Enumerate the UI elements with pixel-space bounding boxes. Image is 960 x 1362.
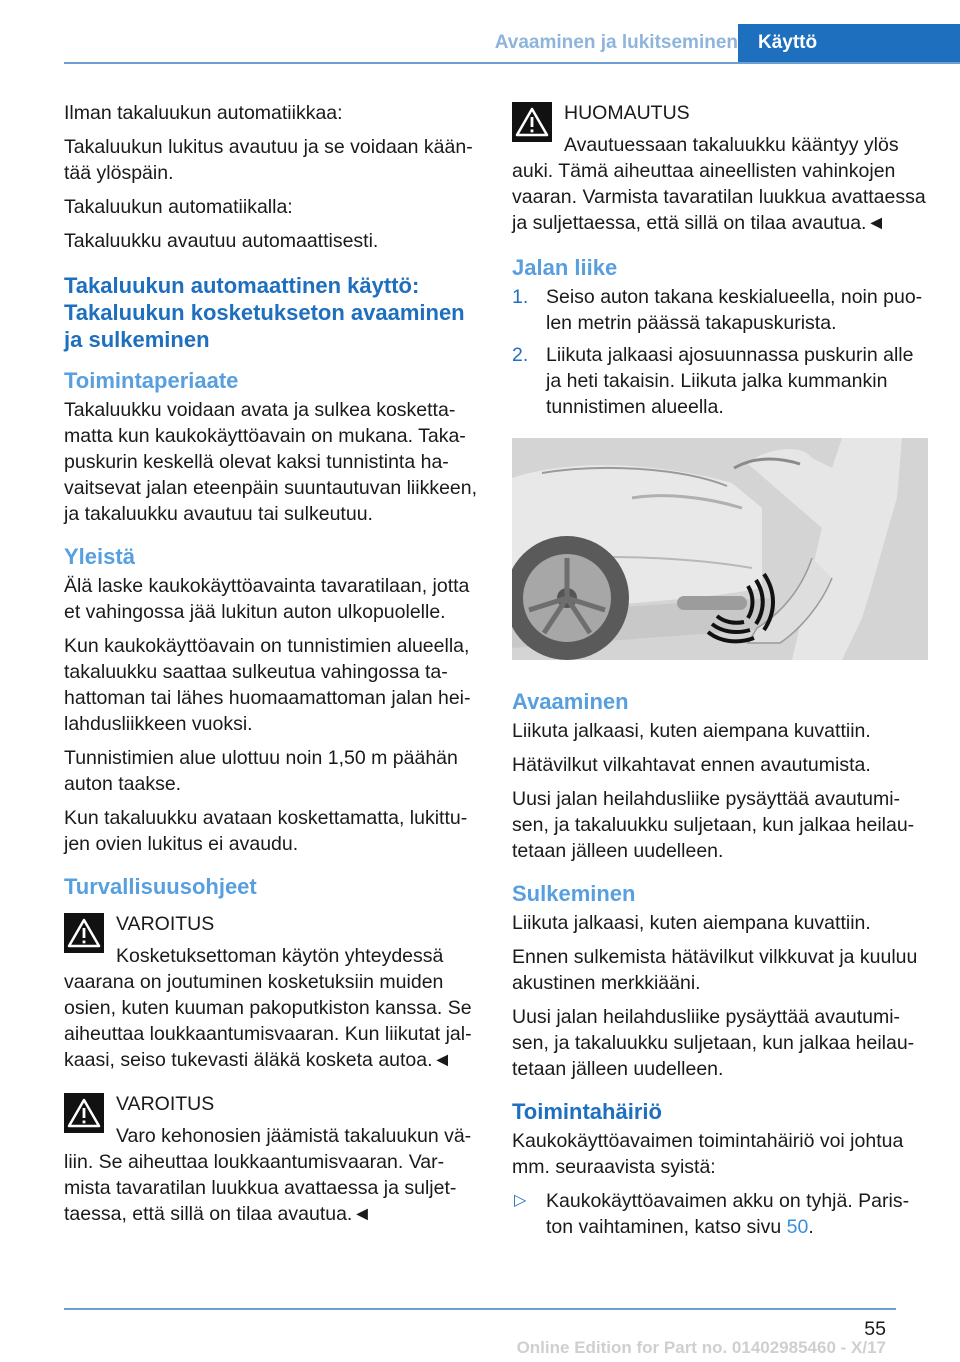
footer-rule	[64, 1308, 896, 1310]
notice-triangle-icon	[512, 102, 552, 142]
notice-label: HUOMAUTUS	[564, 102, 690, 124]
triangle-bullet-icon: ▷	[514, 1192, 527, 1209]
subsection-heading: Avaaminen	[512, 689, 629, 714]
page-header	[64, 24, 960, 64]
paragraph: Liikuta jalkaasi, kuten aiempana kuvattiin.	[512, 912, 871, 934]
left-column	[64, 100, 480, 1245]
warning-body-text: liin. Se aiheuttaa loukkaantumisvaaran. Var-mista tavaratilan luukkua avattaessa ja suljet-taessa, että sillä on tilaa avautua.◄	[64, 1151, 457, 1225]
car-rear-sensor-illustration	[512, 438, 928, 660]
paragraph: Uusi jalan heilahdusliike pysäyttää avautumi-sen, ja takaluukku suljetaan, kun jalkaa heilau-tetaan jälleen uudelleen.	[512, 1006, 915, 1080]
foot-gesture-illustration	[512, 438, 928, 660]
list-item	[512, 284, 928, 336]
paragraph: Liikuta jalkaasi, kuten aiempana kuvattiin.	[512, 720, 871, 742]
notice-body-text: auki. Tämä aiheuttaa aineellisten vahinkojen vaaran. Varmista tavaratilan luukkua avattaessa ja suljettaessa, että sillä on tilaa avautua.◄	[512, 160, 926, 234]
notice-lead-text: Avautuessaan takaluukku kääntyy ylös	[564, 134, 899, 156]
warning-lead-text: Varo kehonosien jäämistä takaluukun vä-	[116, 1125, 472, 1147]
paragraph: Ennen sulkemista hätävilkut vilkkuvat ja kuuluu akustinen merkkiääni.	[512, 946, 918, 994]
subsection-heading: Toimintaperiaate	[64, 368, 239, 393]
paragraph: Kun takaluukku avataan koskettamatta, lukittu-jen ovien lukitus ei avaudu.	[64, 807, 468, 855]
paragraph: Takaluukku avautuu automaattisesti.	[64, 230, 379, 252]
list-item-text: Kaukokäyttöavaimen akku on tyhjä. Paris-ton vaihtaminen, katso sivu	[546, 1190, 910, 1238]
warning-label: VAROITUS	[116, 1093, 215, 1115]
paragraph: Älä laske kaukokäyttöavainta tavaratilaan, jotta et vahingossa jää lukitun auton ulkopuolelle.	[64, 575, 470, 623]
step-number: 2.	[512, 344, 529, 366]
right-column	[512, 100, 928, 1240]
fault-list	[512, 1188, 928, 1240]
paragraph: Takaluukun automatiikalla:	[64, 196, 293, 218]
subsection-heading: Toimintahäiriö	[512, 1099, 662, 1124]
warning-box	[64, 911, 480, 1073]
paragraph: Takaluukku voidaan avata ja sulkea kosketta-matta kun kaukokäyttöavain on mukana. Taka-puskurin keskellä olevat kaksi tunnistinta ha-vaitsevat jalan eteenpäin suuntautuvan liikkeen, ja takaluukku avautuu tai sulkeutuu.	[64, 399, 478, 525]
subsection-heading: Sulkeminen	[512, 881, 636, 906]
section-heading: Takaluukun automaattinen käyttö: Takaluukun kosketukseton avaaminen ja sulkeminen	[64, 273, 465, 352]
paragraph: Tunnistimien alue ulottuu noin 1,50 m päähän auton taakse.	[64, 747, 458, 795]
page-reference-link[interactable]: 50	[786, 1216, 809, 1238]
warning-lead-text: Kosketuksettoman käytön yhteydessä	[116, 945, 444, 967]
notice-box	[512, 100, 928, 236]
header-chapter-tab[interactable]: Käyttö	[738, 24, 960, 62]
step-text: Seiso auton takana keskialueella, noin puo-len metrin päässä takapuskurista.	[546, 286, 923, 334]
paragraph: Kun kaukokäyttöavain on tunnistimien alueella, takaluukku saattaa sulkeutua vahingossa ta-hattoman tai lähes huomaamattoman jalan hei-lahdusliikkeen vuoksi.	[64, 635, 471, 735]
paragraph: Takaluukun lukitus avautuu ja se voidaan kään-tää ylöspäin.	[64, 136, 473, 184]
warning-box	[64, 1091, 480, 1227]
subsection-heading: Turvallisuusohjeet	[64, 874, 257, 899]
header-rule	[64, 62, 960, 64]
warning-triangle-icon	[64, 913, 104, 953]
header-section-title: Avaaminen ja lukitseminen	[494, 32, 738, 53]
step-number: 1.	[512, 286, 529, 308]
warning-body-text: vaarana on joutuminen kosketuksiin muiden osien, kuten kuuman pakoputkiston kanssa. Se aiheuttaa loukkaantumisvaaran. Kun liikutat jal-kaasi, seiso tukevasti äläkä kosketa autoa.◄	[64, 971, 472, 1071]
edition-watermark: Online Edition for Part no. 01402985460 - X/17	[516, 1338, 886, 1357]
list-item	[512, 342, 928, 420]
list-item-end: .	[808, 1216, 814, 1238]
page-number: 55	[864, 1318, 886, 1340]
step-text: Liikuta jalkaasi ajosuunnassa puskurin alle ja heti takaisin. Liikuta jalka kummankin tunnistimen alueella.	[546, 344, 914, 418]
warning-triangle-icon	[64, 1093, 104, 1133]
list-item	[512, 1188, 928, 1240]
paragraph: Hätävilkut vilkahtavat ennen avautumista.	[512, 754, 871, 776]
subsection-heading: Yleistä	[64, 544, 135, 569]
paragraph: Kaukokäyttöavaimen toimintahäiriö voi johtua mm. seuraavista syistä:	[512, 1130, 904, 1178]
steps-list	[512, 284, 928, 420]
paragraph: Ilman takaluukun automatiikkaa:	[64, 102, 343, 124]
paragraph: Uusi jalan heilahdusliike pysäyttää avautumi-sen, ja takaluukku suljetaan, kun jalkaa heilau-tetaan jälleen uudelleen.	[512, 788, 915, 862]
subsection-heading: Jalan liike	[512, 255, 618, 280]
warning-label: VAROITUS	[116, 913, 215, 935]
